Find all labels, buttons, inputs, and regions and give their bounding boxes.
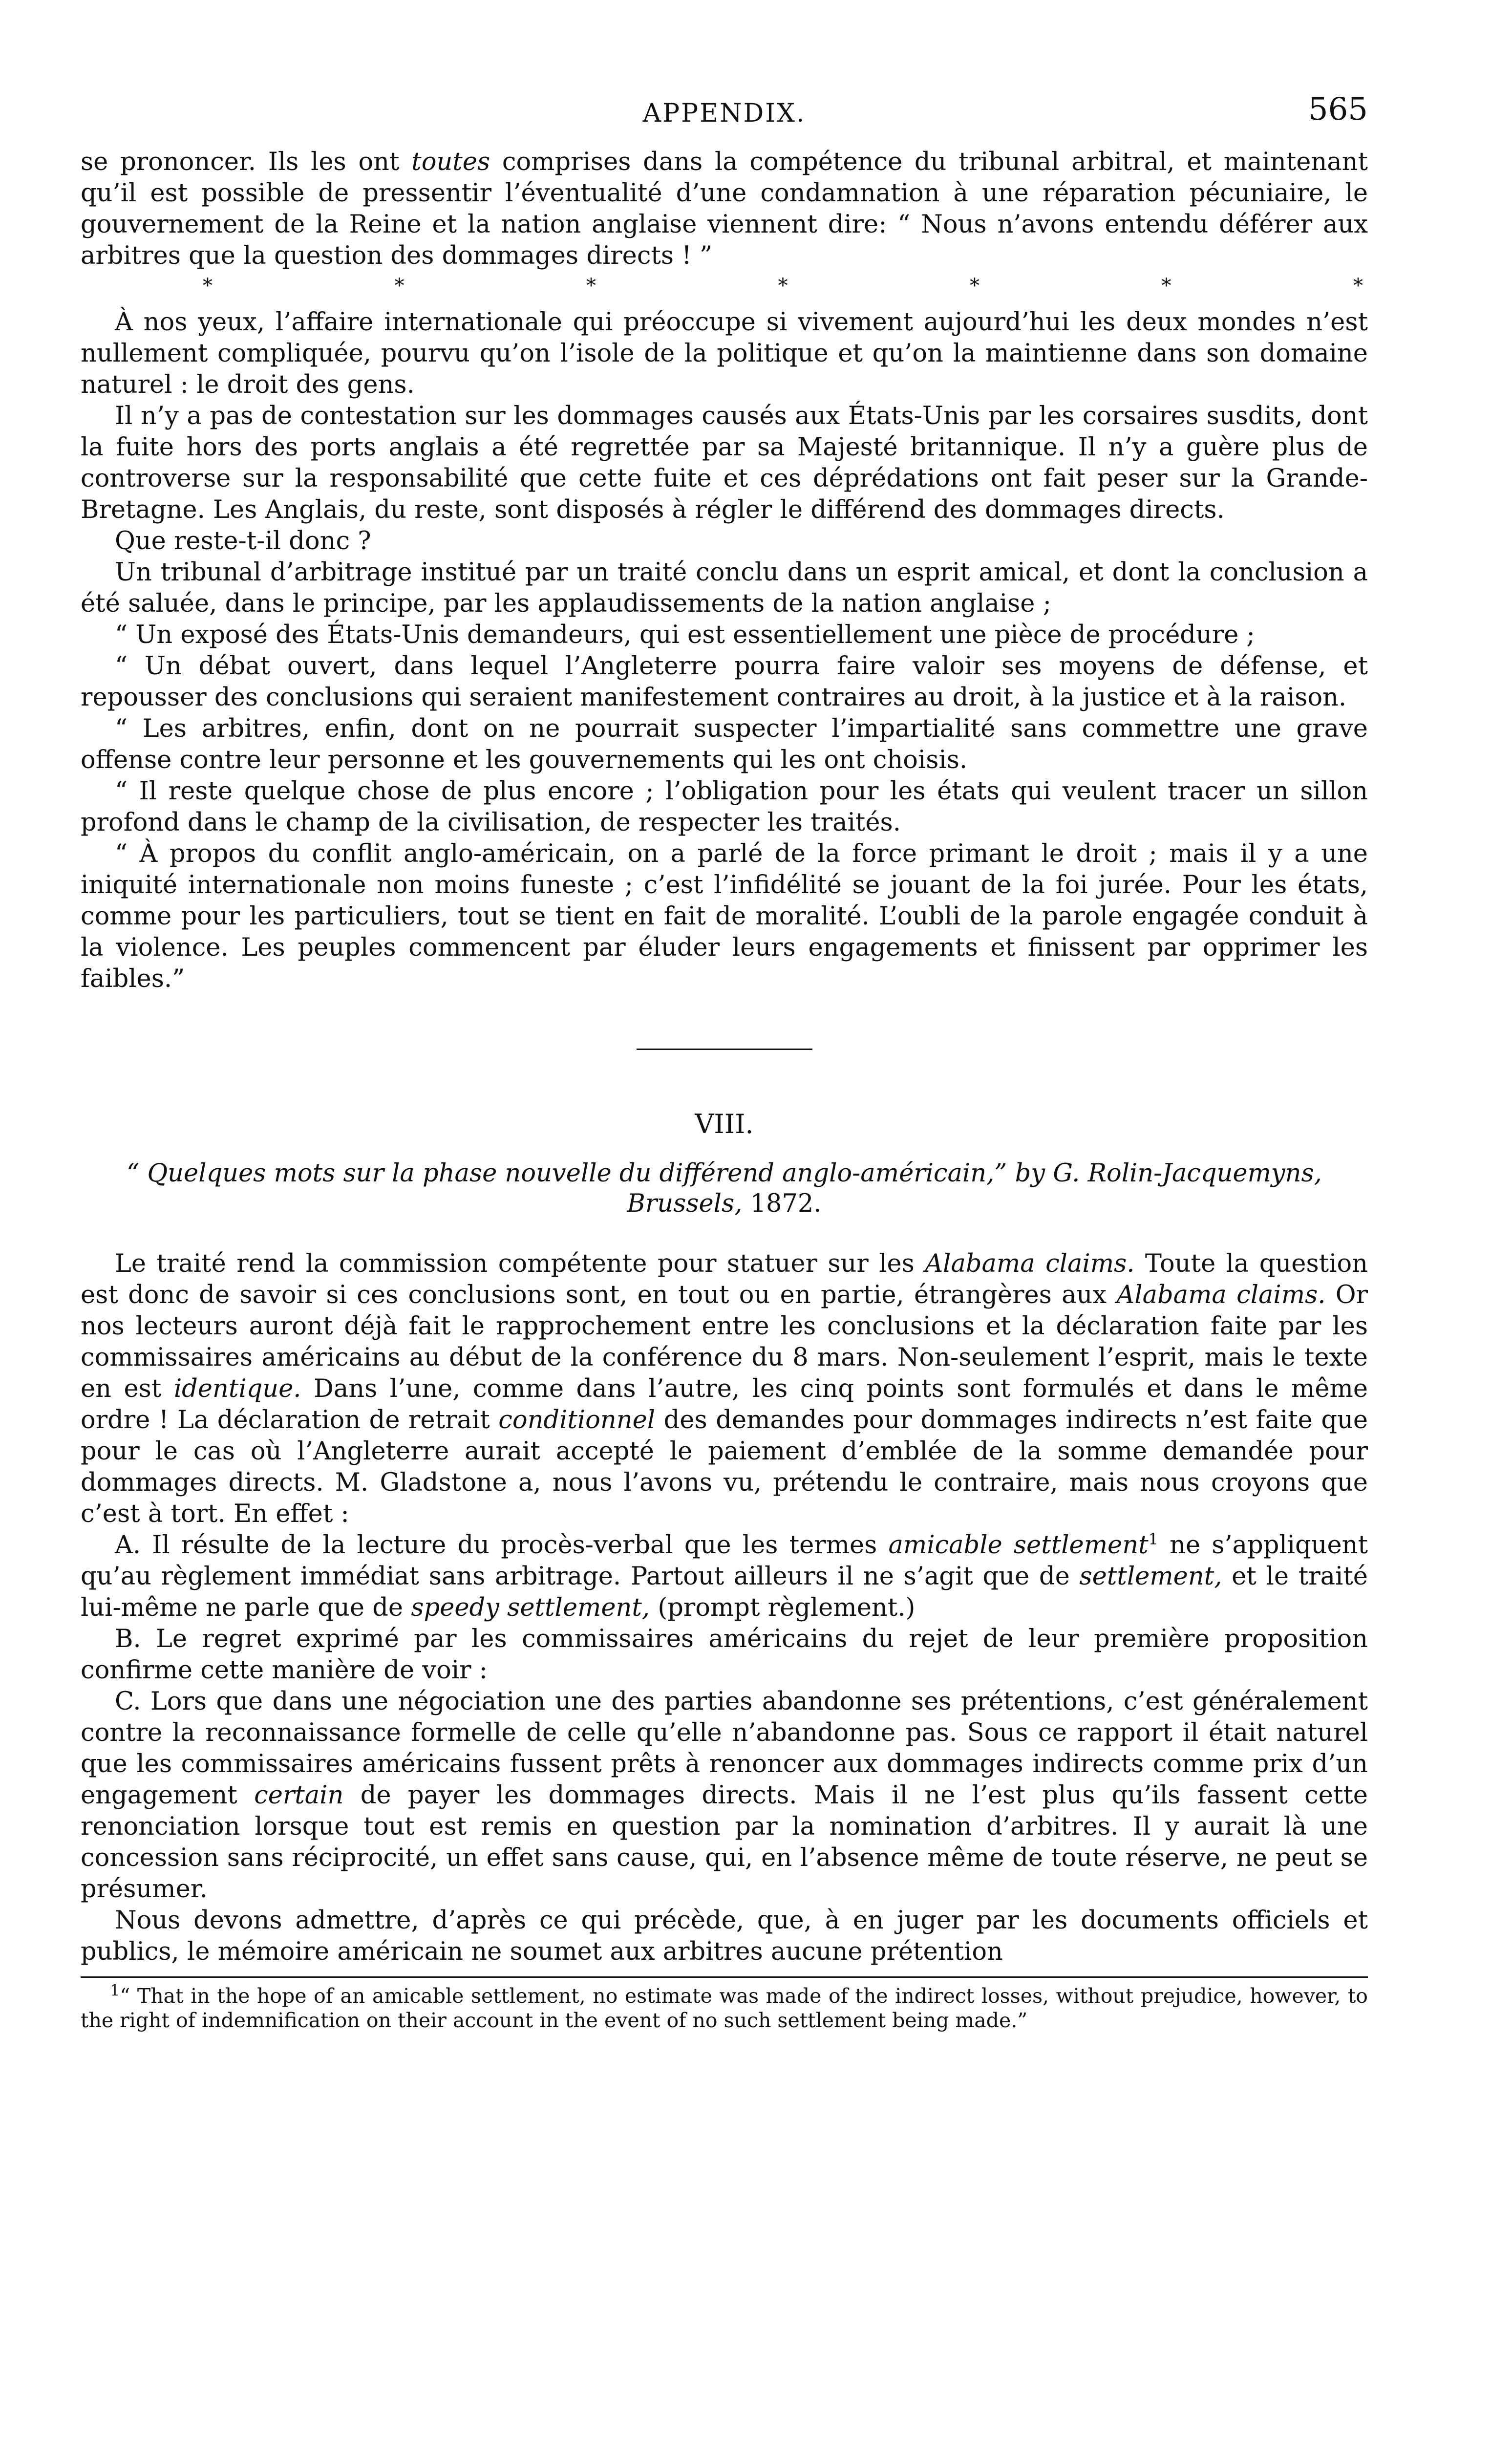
emphasis: speedy settlement, bbox=[411, 1593, 650, 1622]
text-run: Toute la question est donc de savoir si ces conclusions sont, en tout ou en partie, étrangères aux bbox=[81, 1249, 1368, 1309]
section-body bbox=[81, 1248, 1368, 1968]
paragraph-4: Que reste-t-il donc ? bbox=[115, 527, 371, 556]
footnote-marker: 1 bbox=[110, 1981, 120, 2000]
footnote-reference[interactable]: 1 bbox=[1148, 1530, 1158, 1548]
emphasis: amicable settlement bbox=[888, 1531, 1149, 1560]
page-number: 565 bbox=[1308, 91, 1368, 128]
text-run: de payer les dommages directs. Mais il ne l’est plus qu’ils fassent cette renonciation lorsque tout est remis en question par la nomination d’arbitres. Il y aurait là une concession sans réciprocité, un effet sans cause, qui, en l’absence même de toute réserve, ne peut se présumer. bbox=[81, 1781, 1368, 1904]
text-run: C. Lors que dans une négociation une des parties abandonne ses prétentions, c’est généralement contre la reconnaissance formelle de celle qu’elle n’abandonne pas. Sous ce rapport il était naturel que les commissaires américains fussent prêts à renoncer aux dommages indirects comme prix d’un engagement bbox=[81, 1687, 1368, 1810]
page-header bbox=[81, 91, 1368, 147]
footnote bbox=[81, 1981, 1368, 2033]
star: * bbox=[778, 275, 788, 297]
paragraph-last: Nous devons admettre, d’après ce qui précède, que, à en juger par les documents officiels et publics, le mémoire américain ne soumet aux arbitres aucune prétention bbox=[81, 1906, 1368, 1966]
source-title: “ Quelques mots sur la phase nouvelle du différend anglo-américain,” bbox=[127, 1159, 1007, 1188]
paragraph-a bbox=[81, 1530, 1368, 1624]
text-run: et le traité lui-même ne parle que de bbox=[81, 1562, 1368, 1622]
emphasis: toutes bbox=[411, 148, 490, 176]
footnote-text: “ That in the hope of an amicable settlement, no estimate was made of the indirect losses, without prejudice, however, to the right of indemnification on their account in the event of no such settlement being made.” bbox=[81, 1984, 1368, 2032]
text-run: A. Il résulte de la lecture du procès-verbal que les termes bbox=[115, 1531, 889, 1560]
paragraph-10: “ À propos du conflit anglo-américain, on a parlé de la force primant le droit ; mais il y a une iniquité internationale non moins funeste ; c’est l’infidélité se jouant de la foi jurée. Pour les états, comme pour les particuliers, tout se tient en fait de moralité. L’oubli de la parole engagée conduit à la violence. Les peuples commencent par éluder leurs engagements et finissent par opprimer les faibles.” bbox=[81, 839, 1368, 993]
emphasis: identique. bbox=[173, 1374, 301, 1403]
paragraph-3: Il n’y a pas de contestation sur les dommages causés aux États-Unis par les corsaires susdits, dont la fuite hors des ports anglais a été regrettée par sa Majesté britannique. Il n’y a guère plus de controverse sur la responsabilité que cette fuite et ces déprédations ont fait peser sur la Grande-Bretagne. Les Anglais, du reste, sont disposés à régler le différend des dommages directs. bbox=[81, 402, 1368, 524]
source-citation bbox=[90, 1158, 1358, 1219]
emphasis: Alabama claims. bbox=[1116, 1281, 1326, 1309]
star: * bbox=[394, 275, 405, 297]
paragraph-8: “ Les arbitres, enfin, dont on ne pourrait suspecter l’impartialité sans commettre une grave offense contre leur personne et les gouvernements qui les ont choisis. bbox=[81, 714, 1368, 774]
text-run: des demandes pour dommages indirects n’est faite que pour le cas où l’Angleterre aurait accepté le paiement d’emblée de la somme demandée pour dommages directs. M. Gladstone a, nous l’avons vu, prétendu le contraire, mais nous croyons que c’est à tort. En effet : bbox=[81, 1406, 1368, 1528]
emphasis: Alabama claims. bbox=[925, 1249, 1135, 1278]
star: * bbox=[970, 275, 980, 297]
star: * bbox=[1353, 275, 1363, 297]
text-run: comprises dans la compétence du tribunal arbitral, et maintenant qu’il est possible de pressentir l’éventualité d’une condamnation à une réparation pécuniaire, le gouvernement de la Reine et la nation anglaise viennent dire: “ Nous n’avons entendu déférer aux arbitres que la question des dommages directs ! ” bbox=[81, 148, 1368, 270]
paragraph-5: Un tribunal d’arbitrage institué par un traité conclu dans un esprit amical, et dont la conclusion a été saluée, dans le principe, par les applaudissements de la nation anglaise ; bbox=[81, 558, 1368, 618]
paragraph-11 bbox=[81, 1248, 1368, 1530]
running-head: APPENDIX. bbox=[642, 99, 806, 128]
emphasis: conditionnel bbox=[498, 1406, 656, 1435]
footnote-rule bbox=[81, 1976, 1368, 1978]
page bbox=[81, 91, 1368, 2443]
star: * bbox=[586, 275, 596, 297]
emphasis: settlement, bbox=[1079, 1562, 1222, 1591]
paragraph-2: À nos yeux, l’affaire internationale qui préoccupe si vivement aujourd’hui les deux mondes n’est nullement compliquée, pourvu qu’on l’isole de la politique et qu’on la maintienne dans son domaine naturel : le droit des gens. bbox=[81, 308, 1368, 399]
text-run: Or nos lecteurs auront déjà fait le rapprochement entre les conclusions et la déclaration faite par les commissaires américains au début de la conférence du 8 mars. Non-seulement l’esprit, mais le texte en est bbox=[81, 1281, 1368, 1403]
paragraph-b: B. Le regret exprimé par les commissaires américains du rejet de leur première proposition confirme cette manière de voir : bbox=[81, 1625, 1368, 1685]
paragraph-1 bbox=[81, 147, 1368, 272]
text-run: Le traité rend la commission compétente pour statuer sur les bbox=[115, 1249, 925, 1278]
star: * bbox=[1161, 275, 1171, 297]
source-year: 1872. bbox=[750, 1189, 822, 1218]
section-divider bbox=[637, 1049, 812, 1050]
text-run: Dans l’une, comme dans l’autre, les cinq points sont formulés et dans le même ordre ! La déclaration de retrait bbox=[81, 1374, 1368, 1435]
ellipsis-stars bbox=[81, 274, 1368, 298]
paragraph-7: “ Un débat ouvert, dans lequel l’Angleterre pourra faire valoir ses moyens de défense, et repousser des conclusions qui seraient manifestement contraires au droit, à la justice et à la raison. bbox=[81, 652, 1368, 712]
star: * bbox=[203, 275, 213, 297]
section-heading: VIII. bbox=[695, 1109, 754, 1139]
source-author: by G. Rolin-Jacquemyns, Brussels, bbox=[627, 1159, 1322, 1218]
paragraph-6: “ Un exposé des États-Unis demandeurs, qui est essentiellement une pièce de procédure ; bbox=[115, 621, 1255, 649]
text-run: (prompt règlement.) bbox=[650, 1593, 916, 1622]
emphasis: certain bbox=[254, 1781, 344, 1810]
paragraph-9: “ Il reste quelque chose de plus encore ; l’obligation pour les états qui veulent tracer un sillon profond dans le champ de la civilisation, de respecter les traités. bbox=[81, 777, 1368, 837]
text-run: ne s’appliquent qu’au règlement immédiat sans arbitrage. Partout ailleurs il ne s’agit que de bbox=[81, 1531, 1368, 1591]
paragraph-c bbox=[81, 1686, 1368, 1905]
quoted-article bbox=[81, 147, 1368, 995]
text-run: se prononcer. Ils les ont bbox=[81, 148, 412, 176]
